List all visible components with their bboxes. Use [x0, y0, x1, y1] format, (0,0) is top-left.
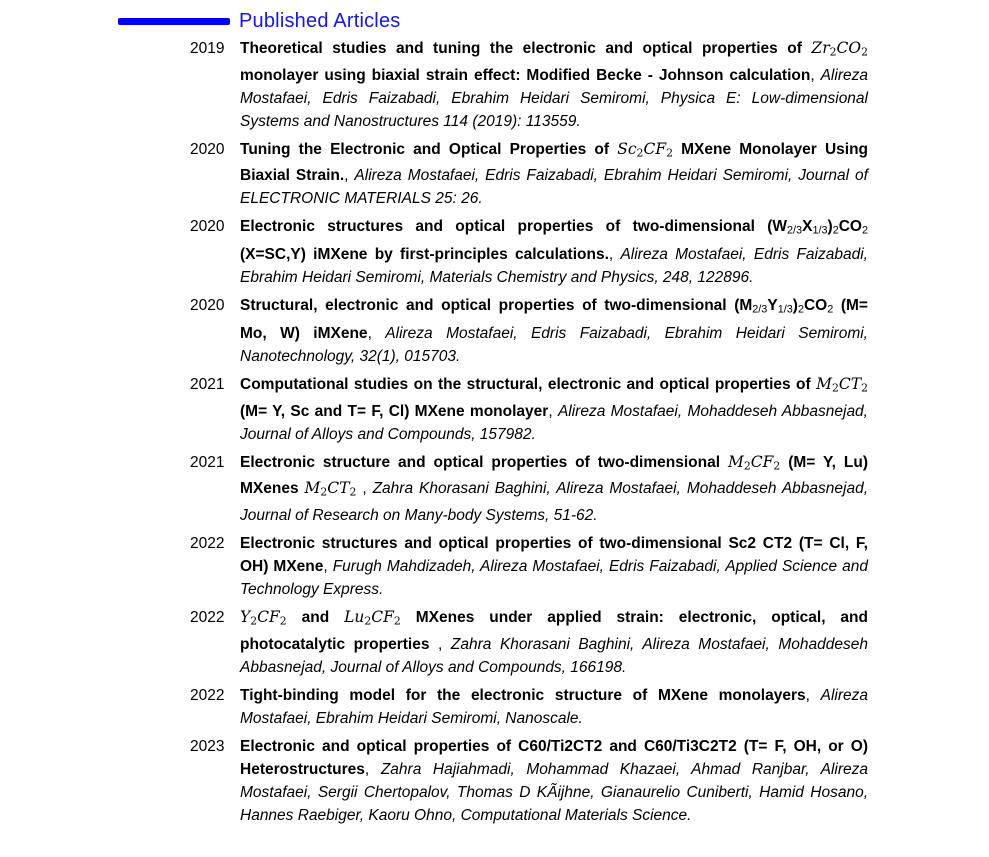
text-segment: CT	[838, 374, 862, 393]
text-segment: 2	[832, 225, 839, 238]
text-segment: monolayer using biaxial strain effect: Modified Becke - Johnson calculation	[240, 66, 811, 84]
publication-text	[240, 532, 868, 601]
publication-year: 2023	[190, 737, 225, 755]
text-segment: 2/3	[787, 225, 803, 238]
publication-entry	[0, 294, 989, 368]
page-title: Published Articles	[239, 10, 401, 32]
text-segment: ,	[323, 557, 333, 575]
text-segment: 2	[861, 225, 868, 238]
text-segment: Tuning the Electronic and Optical Properties of	[240, 140, 618, 158]
text-segment: ,	[367, 324, 386, 342]
text-segment: 2	[320, 485, 328, 499]
publication-text	[240, 684, 868, 730]
section-header	[118, 0, 989, 32]
text-segment: MXenes under applied strain: electronic, optical, and photocatalytic properties	[240, 608, 868, 653]
text-segment: CT	[327, 479, 350, 498]
publication-year: 2020	[190, 297, 225, 315]
text-segment: Alireza Mostafaei, Edris Faizabadi, Ebrahim Heidari Semiromi, Nanotechnology, 32(1), 015703.	[240, 324, 868, 365]
text-segment: and	[286, 608, 345, 626]
text-segment: CO	[838, 218, 862, 236]
text-segment: M	[304, 479, 321, 498]
text-segment: 1/3	[777, 303, 793, 316]
text-segment: MXene Monolayer Using Biaxial Strain.	[240, 140, 869, 185]
text-segment: 2/3	[752, 303, 768, 316]
publication-year: 2020	[190, 140, 225, 158]
text-segment: Theoretical studies and tuning the electronic and optical properties of	[240, 40, 812, 57]
text-segment: Alireza Mostafaei, Edris Faizabadi, Ebrahim Heidari Semiromi, Materials Chemistry and Physics, 248, 122896.	[240, 246, 868, 287]
text-segment: Alireza Mostafaei, Edris Faizabadi, Ebrahim Heidari Semiromi, Journal of ELECTRONIC MATERIALS 25: 26.	[240, 167, 868, 208]
text-segment: Y	[767, 297, 778, 315]
text-segment: (M= Mo, W) iMXene	[240, 297, 868, 342]
publication-entry	[0, 684, 989, 730]
publication-entry	[0, 735, 989, 827]
text-segment: CF	[257, 607, 280, 626]
publication-text	[240, 37, 868, 133]
text-segment: 2	[861, 381, 868, 395]
text-segment: ,	[344, 167, 355, 185]
text-segment: CF	[750, 452, 774, 471]
publication-year: 2021	[190, 375, 225, 393]
text-segment: ,	[548, 402, 558, 420]
publication-text	[240, 451, 868, 527]
text-segment: 2	[861, 45, 868, 59]
text-segment: 2	[773, 459, 781, 473]
text-segment: 2	[831, 381, 839, 395]
publication-text	[240, 215, 868, 289]
text-segment: ,	[810, 66, 821, 84]
text-segment: Zr	[811, 39, 830, 57]
text-segment: Y	[240, 607, 251, 626]
text-segment: M	[816, 374, 832, 393]
text-segment: CF	[643, 139, 667, 158]
text-segment: Electronic and optical properties of C60/Ti2CT2 and C60/Ti3C2T2 (T= F, OH, or O) Heterostructures	[240, 737, 868, 778]
text-segment: Alireza Mostafaei, Edris Faizabadi, Ebrahim Heidari Semiromi, Physica E: Low-dimensional Systems and Nanostructures 114 (2019): 113559.	[240, 66, 868, 130]
text-segment: ,	[438, 635, 451, 653]
text-segment: Structural, electronic and optical properties of two-dimensional (M	[240, 297, 753, 315]
publication-text	[240, 735, 868, 827]
publication-text	[240, 294, 868, 368]
text-segment: Sc	[617, 139, 637, 158]
text-segment: 1/3	[812, 225, 828, 238]
text-segment: 2	[797, 303, 804, 316]
publication-year: 2021	[190, 453, 225, 471]
publication-entry	[0, 451, 989, 527]
text-segment: 2	[364, 614, 372, 628]
text-segment: Alireza Mostafaei, Mohaddeseh Abbasnejad, Journal of Alloys and Compounds, 157982.	[240, 402, 868, 443]
publication-entry	[0, 532, 989, 601]
publication-year: 2022	[190, 686, 225, 704]
text-segment: )	[792, 297, 798, 315]
text-segment: Zahra Khorasani Baghini, Alireza Mostafaei, Mohaddeseh Abbasnejad, Journal of Alloys and Compounds, 166198.	[240, 635, 868, 676]
text-segment: Computational studies on the structural, electronic and optical properties of	[240, 375, 817, 393]
text-segment: 2	[636, 146, 644, 160]
text-segment: Electronic structures and optical properties of two-dimensional Sc2 CT2 (T= Cl, F, OH) MXene	[240, 534, 868, 575]
publication-text	[240, 606, 868, 679]
text-segment: 2	[349, 485, 357, 499]
publication-entry	[0, 37, 989, 133]
text-segment: 2	[827, 303, 834, 316]
text-segment: CO	[803, 297, 828, 315]
text-segment: 2	[393, 614, 401, 628]
publication-text	[240, 373, 868, 446]
text-segment: Lu	[344, 607, 365, 626]
text-segment: X	[802, 218, 813, 236]
text-segment: Electronic structure and optical properties of two-dimensional	[240, 453, 728, 471]
publication-year: 2022	[190, 534, 225, 552]
text-segment: Tight-binding model for the electronic structure of MXene monolayers	[240, 686, 806, 704]
publication-entry	[0, 606, 989, 679]
text-segment: (M= Y, Sc and T= F, Cl) MXene monolayer	[240, 402, 549, 420]
text-segment: ,	[356, 480, 373, 498]
publication-entry	[0, 215, 989, 289]
publication-year: 2020	[190, 218, 225, 236]
text-segment: ,	[364, 760, 381, 778]
text-segment: (X=SC,Y) iMXene by first-principles calculations.	[240, 246, 609, 264]
text-segment: Zahra Khorasani Baghini, Alireza Mostafaei, Mohaddeseh Abbasnejad, Journal of Research on Many-body Systems, 51-62.	[240, 480, 868, 524]
publication-entry	[0, 373, 989, 446]
publications-list	[0, 37, 989, 827]
text-segment: CO	[836, 39, 862, 57]
text-segment: 2	[829, 45, 837, 59]
text-segment: CF	[371, 607, 394, 626]
text-segment: 2	[666, 146, 673, 160]
text-segment: 2	[279, 614, 287, 628]
section-rule	[118, 18, 230, 25]
text-segment: Furugh Mahdizadeh, Alireza Mostafaei, Edris Faizabadi, Applied Science and Technology Express.	[240, 557, 868, 598]
text-segment: ,	[608, 246, 621, 264]
text-segment: Electronic structures and optical properties of two-dimensional (W	[240, 218, 788, 236]
text-segment: (M= Y, Lu) MXenes	[240, 453, 868, 498]
text-segment: ,	[805, 686, 821, 704]
text-segment: )	[827, 218, 833, 236]
publication-year: 2019	[190, 40, 225, 57]
text-segment: 2	[743, 459, 751, 473]
text-segment: Zahra Hajiahmadi, Mohammad Khazaei, Ahmad Ranjbar, Alireza Mostafaei, Sergii Chertopalov, Thomas D KÃijhne, Gianaurelio Cuniberti, Hamid Hosano, Hannes Raebiger, Kaoru Ohno, Computational Materials Science.	[240, 760, 868, 824]
publication-year: 2022	[190, 608, 225, 626]
text-segment: 2	[250, 614, 258, 628]
publication-text	[240, 138, 868, 211]
publication-entry	[0, 138, 989, 211]
text-segment: Alireza Mostafaei, Ebrahim Heidari Semiromi, Nanoscale.	[240, 686, 868, 727]
text-segment: M	[727, 452, 744, 471]
